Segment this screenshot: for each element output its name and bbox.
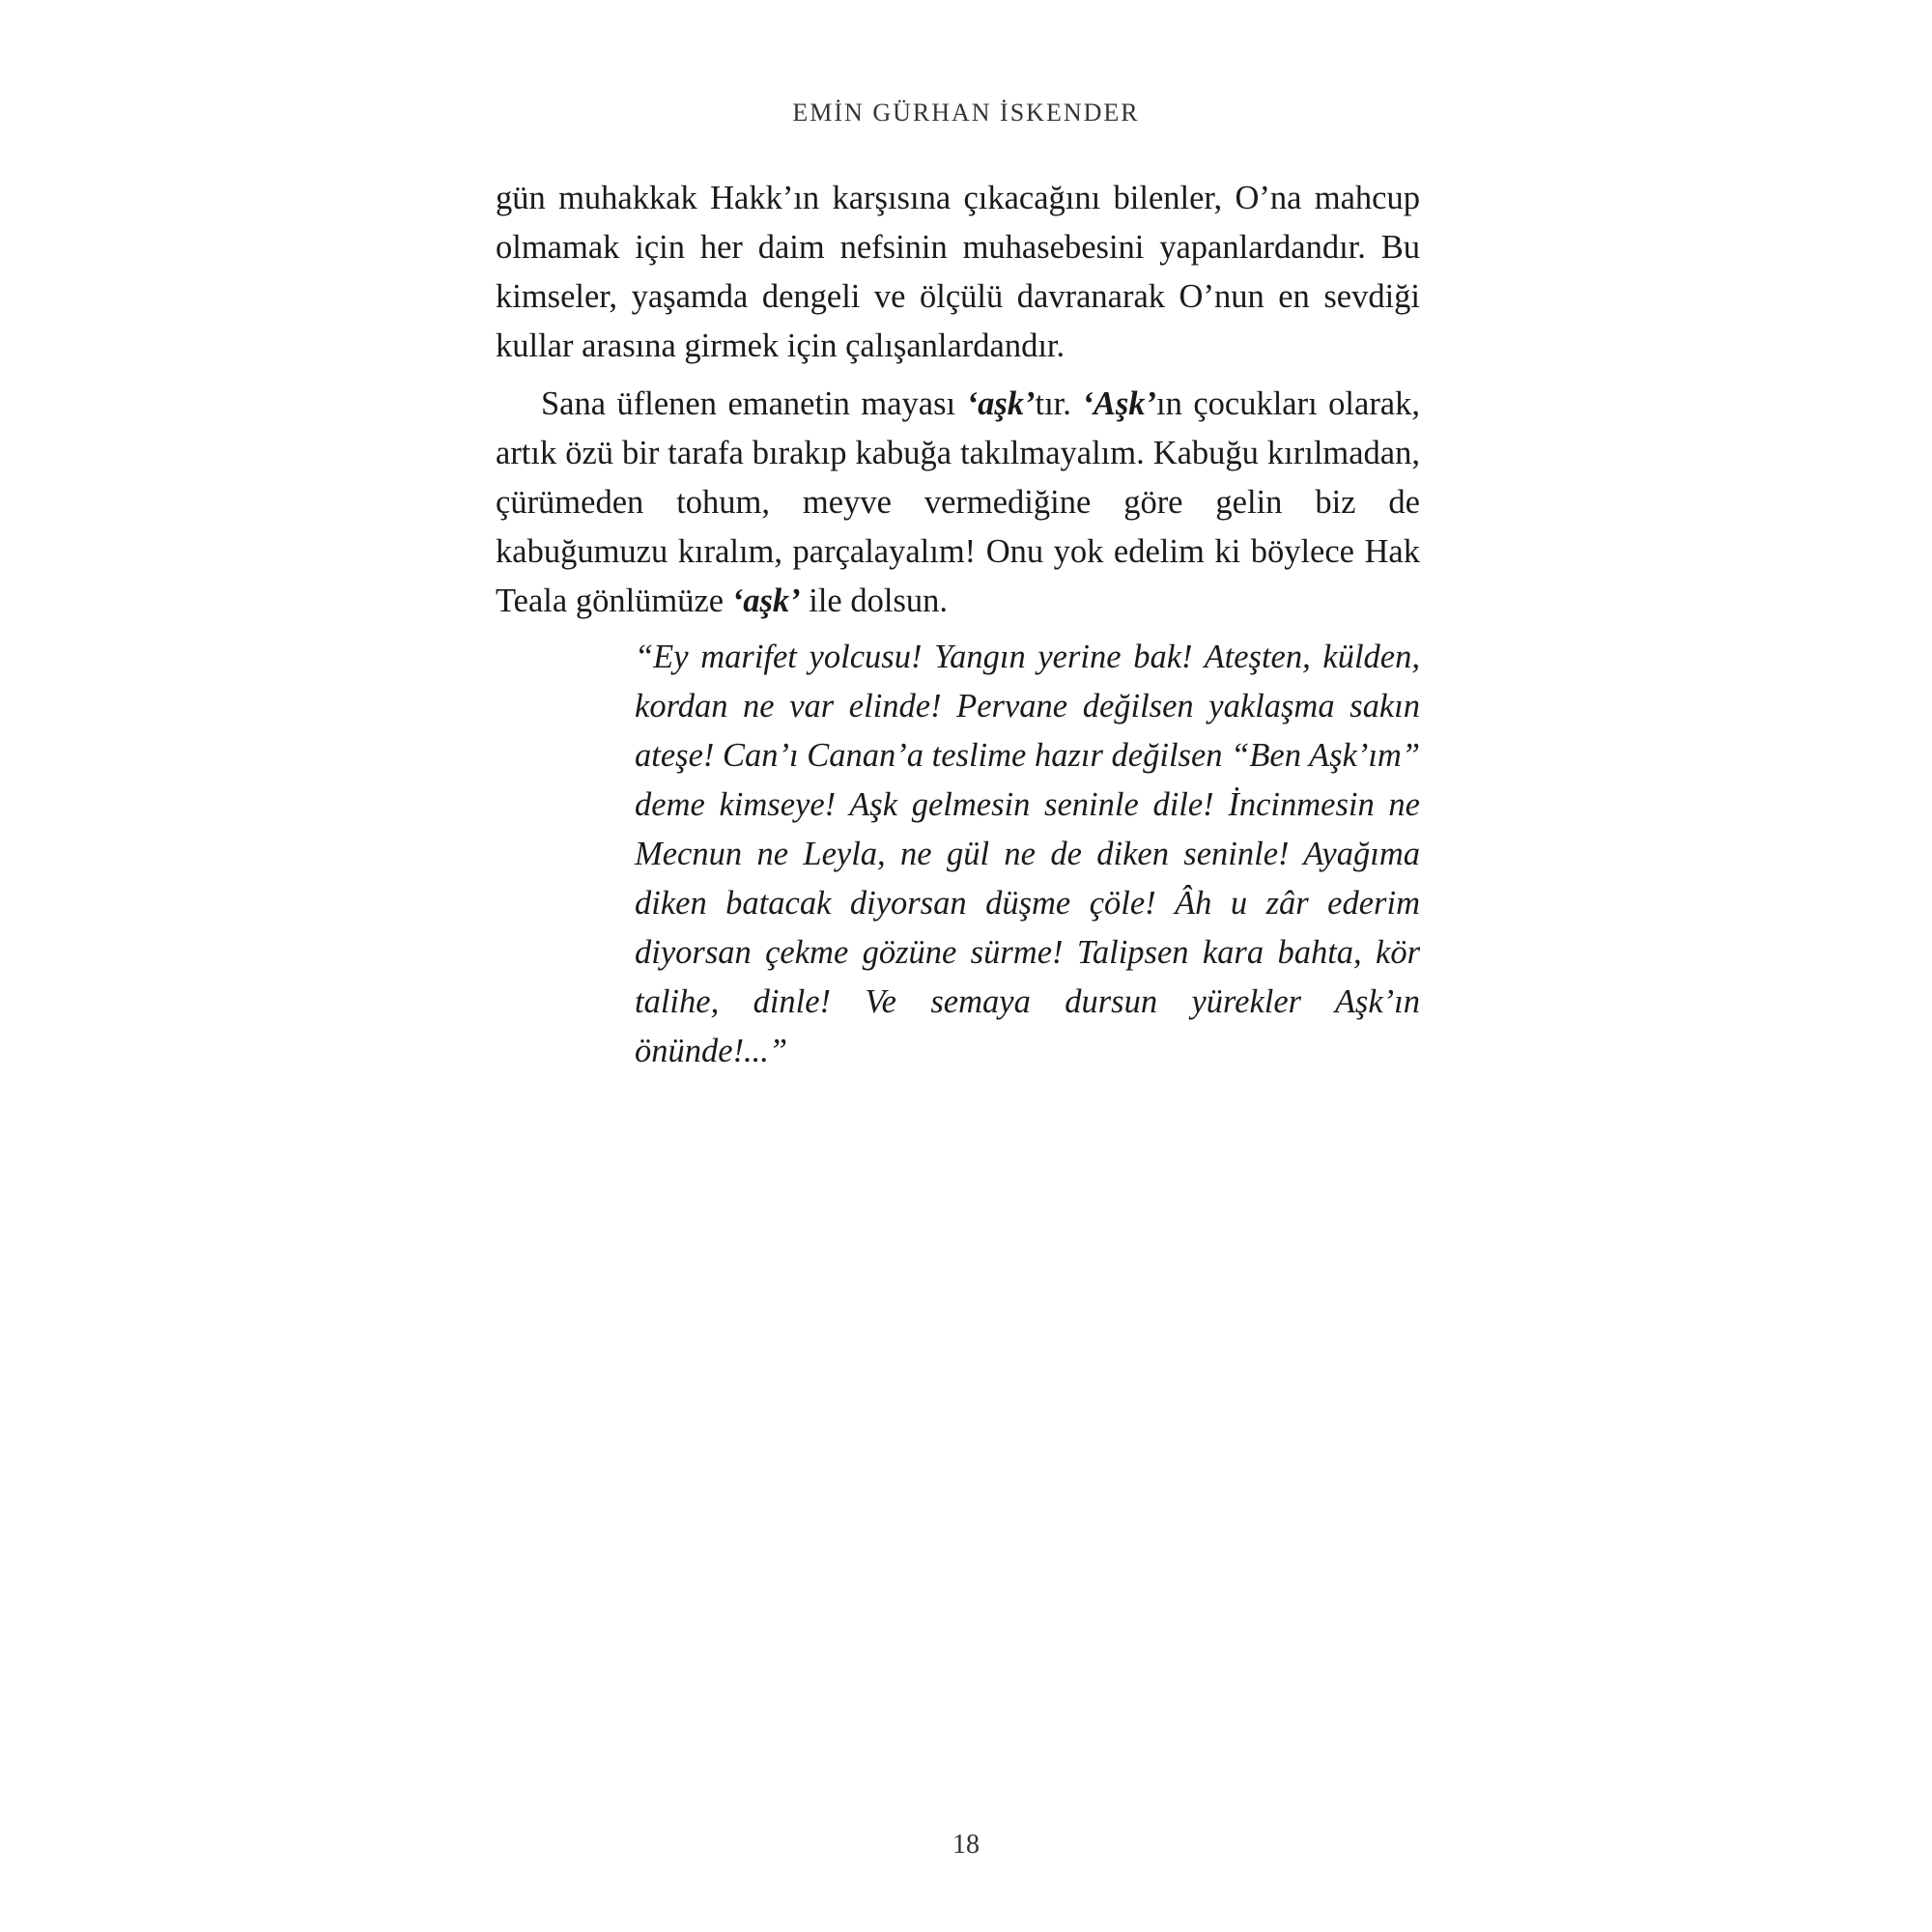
- paragraph-1: gün muhakkak Hakk’ın karşısına çıkacağını bilenler, O’na mahcup olmamak için her daim nefsinin muhasebesini yapanlardandır. Bu kimseler, yaşamda dengeli ve ölçülü davranarak O’nun en sevdiği kullar arasına girmek için çalışanlardandır.: [496, 180, 1420, 364]
- text-block: [496, 174, 1420, 1076]
- running-head: EMİN GÜRHAN İSKENDER: [792, 99, 1140, 127]
- paragraph-2-text-2: tır.: [1035, 385, 1083, 422]
- paragraph-2: [496, 380, 1420, 626]
- page-number: 18: [952, 1830, 980, 1860]
- paragraph-2-text-4: ile dolsun.: [800, 582, 949, 619]
- paragraph-2-text-3: ın çocukları olarak, artık özü bir tarafa bırakıp kabuğa takılmayalım. Kabuğu kırılmadan, çürümeden tohum, meyve vermediğine göre gelin biz de kabuğumuzu kıralım, parçalayalım! Onu yok edelim ki böylece Hak Teala gönlümüze: [496, 385, 1420, 619]
- paragraph-2-text-1: Sana üflenen emanetin mayası: [541, 385, 967, 422]
- emphasis-ask-2: ‘Aşk’: [1082, 385, 1157, 422]
- emphasis-ask-3: ‘aşk’: [731, 582, 801, 619]
- block-quote: “Ey marifet yolcusu! Yangın yerine bak! Ateşten, külden, kordan ne var elinde! Pervane değilsen yaklaşma sakın ateşe! Can’ı Canan’a teslime hazır değilsen “Ben Aşk’ım” deme kimseye! Aşk gelmesin seninle dile! İncinmesin ne Mecnun ne Leyla, ne gül ne de diken seninle! Ayağıma diken batacak diyorsan düşme çöle! Âh u zâr ederim diyorsan çekme gözüne sürme! Talipsen kara bahta, kör talihe, dinle! Ve semaya dursun yürekler Aşk’ın önünde!...”: [635, 639, 1420, 1069]
- emphasis-ask-1: ‘aşk’: [966, 385, 1036, 422]
